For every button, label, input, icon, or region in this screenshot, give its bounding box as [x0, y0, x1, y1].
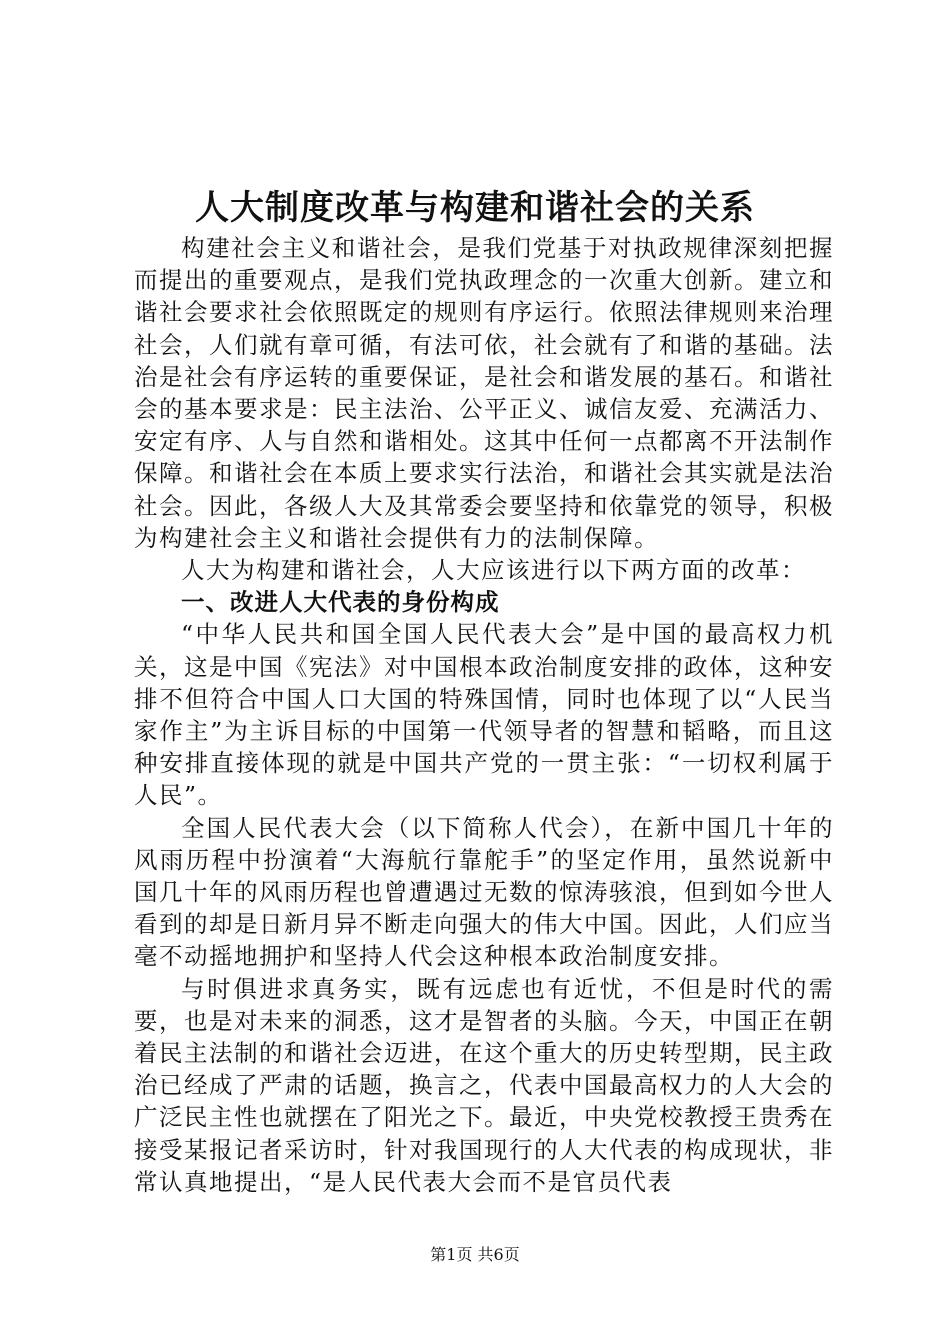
paragraph-reform-overview: 人大为构建和谐社会，人大应该进行以下两方面的改革：	[181, 556, 806, 585]
paragraph-intro: 构建社会主义和谐社会，是我们党基于对执政规律深刻把握而提出的重要观点，是我们党执政理念的一次重大创新。建立和谐社会要求社会依照既定的规则有序运行。依照法律规则来治理社会，人们就有章可循，有法可依，社会就有了和谐的基础。法治是社会有序运转的重要保证，是社会和谐发展的基石。和谐社会的基本要求是：民主法治、公平正义、诚信友爱、充满活力、安定有序、人与自然和谐相处。这其中任何一点都离不开法制作保障。和谐社会在本质上要求实行法治，和谐社会其实就是法治社会。因此，各级人大及其常委会要坚持和依靠党的领导，积极为构建社会主义和谐社会提供有力的法制保障。	[134, 234, 834, 552]
section-heading: 一、改进人大代表的身份构成	[181, 588, 500, 617]
page-footer: 第1页 共6页	[430, 1245, 520, 1264]
paragraph-npc-authority: “中华人民共和国全国人民代表大会”是中国的最高权力机关，这是中国《宪法》对中国根本政治制度安排的政体，这种安排不但符合中国人口大国的特殊国情，同时也体现了以“人民当家作主”为主诉目标的中国第一代领导者的智慧和韬略，而且这种安排直接体现的就是中国共产党的一贯主张：“一切权利属于人民”。	[134, 620, 834, 810]
document-title: 人大制度改革与构建和谐社会的关系	[195, 188, 755, 228]
paragraph-npc-history: 全国人民代表大会（以下简称人代会），在新中国几十年的风雨历程中扮演着“大海航行靠舵手”的坚定作用，虽然说新中国几十年的风雨历程也曾遭遇过无数的惊涛骇浪，但到如今世人看到的却是日新月异不断走向强大的伟大中国。因此，人们应当毫不动摇地拥护和坚持人代会这种根本政治制度安排。	[134, 813, 834, 971]
paragraph-democracy: 与时俱进求真务实，既有远虑也有近忧，不但是时代的需要，也是对未来的洞悉，这才是智者的头脑。今天，中国正在朝着民主法制的和谐社会迈进，在这个重大的历史转型期，民主政治已经成了严肃的话题，换言之，代表中国最高权力的人大会的广泛民主性也就摆在了阳光之下。最近，中央党校教授王贵秀在接受某报记者采访时，针对我国现行的人大代表的构成现状，非常认真地提出，“是人民代表大会而不是官员代表	[134, 974, 834, 1196]
document-body	[134, 232, 834, 1198]
